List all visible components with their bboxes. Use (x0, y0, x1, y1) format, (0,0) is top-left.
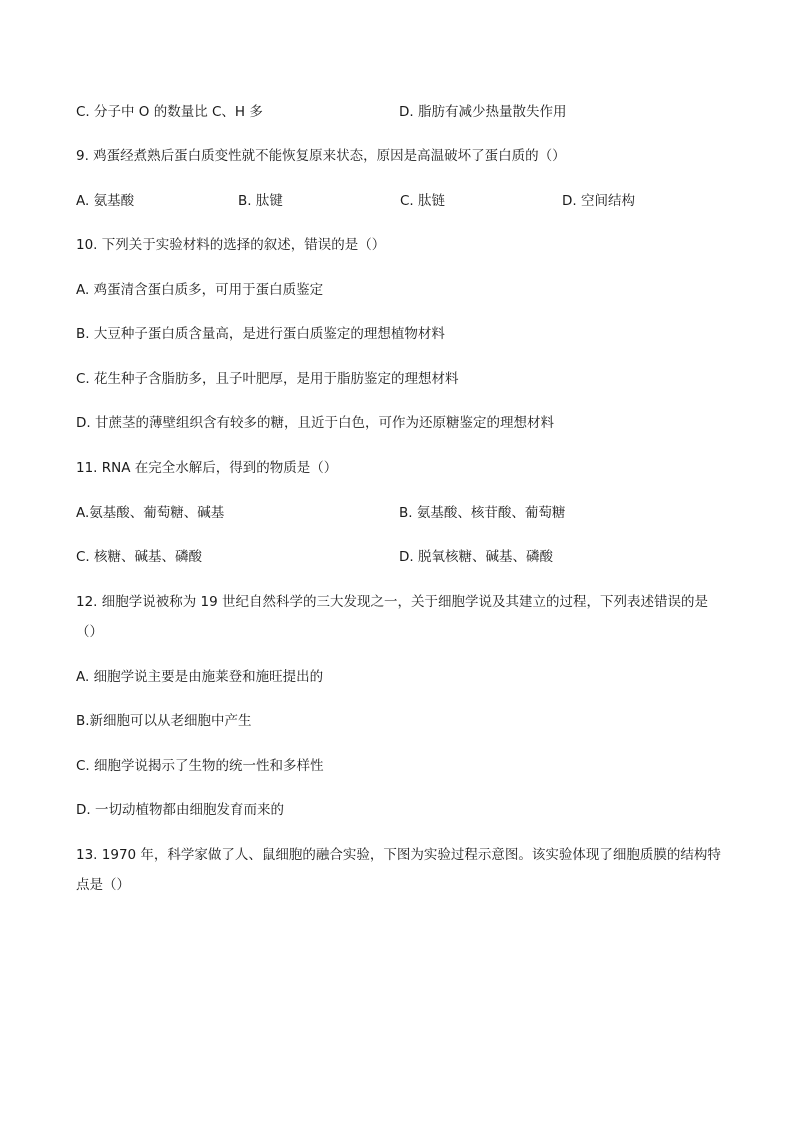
q11-stem: 11. RNA 在完全水解后，得到的物质是（） (76, 460, 338, 476)
q9-option-b: B. 肽键 (238, 193, 283, 209)
q8-option-d: D. 脂肪有减少热量散失作用 (399, 104, 567, 120)
q9-option-c: C. 肽链 (400, 193, 446, 209)
q11-option-b: B. 氨基酸、核苷酸、葡萄糖 (399, 505, 566, 521)
q8-option-c: C. 分子中 O 的数量比 C、H 多 (76, 104, 263, 120)
q10-stem: 10. 下列关于实验材料的选择的叙述，错误的是（） (76, 237, 386, 253)
q11-option-d: D. 脱氧核糖、碱基、磷酸 (399, 549, 553, 565)
q9-stem: 9. 鸡蛋经煮熟后蛋白质变性就不能恢复原来状态，原因是高温破坏了蛋白质的（） (76, 148, 566, 164)
q11-option-c: C. 核糖、碱基、磷酸 (76, 549, 203, 565)
q9-option-d: D. 空间结构 (562, 193, 635, 209)
q12-option-a: A. 细胞学说主要是由施莱登和施旺提出的 (76, 669, 324, 685)
q10-option-b: B. 大豆种子蛋白质含量高，是进行蛋白质鉴定的理想植物材料 (76, 326, 445, 342)
q12-option-b: B.新细胞可以从老细胞中产生 (76, 713, 252, 729)
q12-option-d: D. 一切动植物都由细胞发育而来的 (76, 802, 284, 818)
q12-stem: 12. 细胞学说被称为 19 世纪自然科学的三大发现之一，关于细胞学说及其建立的过程，下列表述错误的是（） (76, 594, 709, 640)
q10-option-c: C. 花生种子含脂肪多，且子叶肥厚，是用于脂肪鉴定的理想材料 (76, 371, 459, 387)
q12-option-c: C. 细胞学说揭示了生物的统一性和多样性 (76, 758, 324, 774)
q13-stem: 13. 1970 年，科学家做了人、鼠细胞的融合实验，下图为实验过程示意图。该实验体现了细胞质膜的结构特点是（） (76, 847, 721, 893)
q10-option-a: A. 鸡蛋清含蛋白质多，可用于蛋白质鉴定 (76, 282, 324, 298)
q9-option-a: A. 氨基酸 (76, 193, 135, 209)
q11-option-a: A.氨基酸、葡萄糖、碱基 (76, 505, 225, 521)
q10-option-d: D. 甘蔗茎的薄壁组织含有较多的糖，且近于白色，可作为还原糖鉴定的理想材料 (76, 415, 554, 431)
